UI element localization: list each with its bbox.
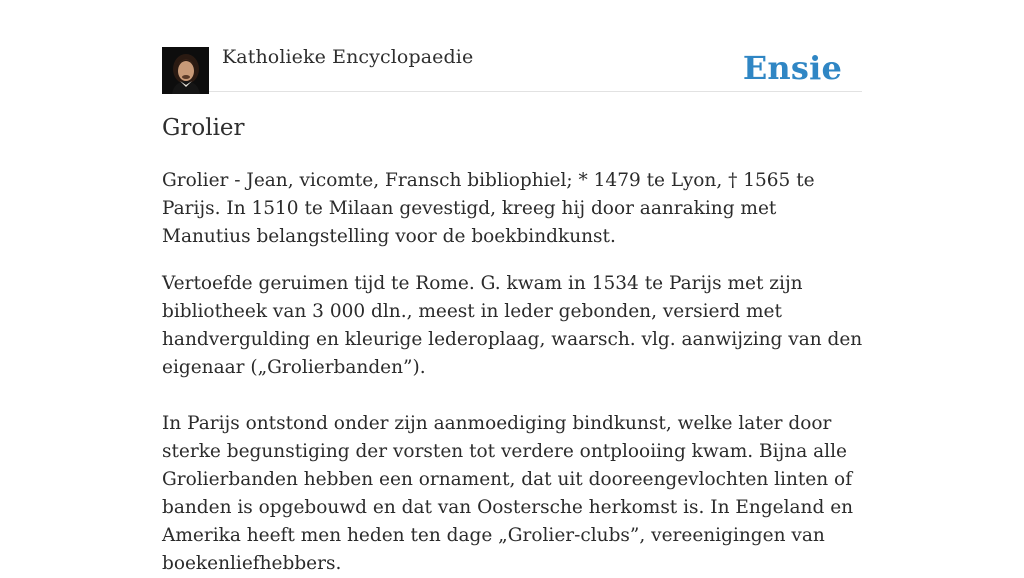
article-paragraph: Vertoefde geruimen tijd te Rome. G. kwam in 1534 te Parijs met zijn bibliotheek van 3 000 dln., meest in leder gebonden, versierd met handvergulding en kleurige lederoplaag, waarsch. vlg. aanwijzing van den eigenaar („Grolierbanden”). (162, 273, 863, 378)
brand-logo[interactable]: Ensie (742, 49, 842, 87)
source-name[interactable]: Katholieke Encyclopaedie (222, 46, 474, 68)
page-title: Grolier (162, 115, 245, 141)
avatar[interactable] (162, 47, 209, 94)
article-body (162, 167, 867, 578)
portrait-avatar-icon (162, 47, 209, 94)
article-paragraph: Grolier - Jean, vicomte, Fransch bibliophiel; * 1479 te Lyon, † 1565 te Parijs. In 1510 te Milaan gevestigd, kreeg hij door aanraking met Manutius belangstelling voor de boekbindkunst. (162, 170, 815, 247)
article-paragraph: In Parijs ontstond onder zijn aanmoediging bindkunst, welke later door sterke begunstiging der vorsten tot verdere ontplooiing kwam. Bijna alle Grolierbanden hebben een ornament, dat uit dooreengevlochten linten of banden is opgebouwd en dat van Oostersche herkomst is. In Engeland en Amerika heeft men heden ten dage „Grolier-clubs”, vereenigingen van boekenliefhebbers. (162, 413, 854, 574)
header (162, 45, 862, 92)
